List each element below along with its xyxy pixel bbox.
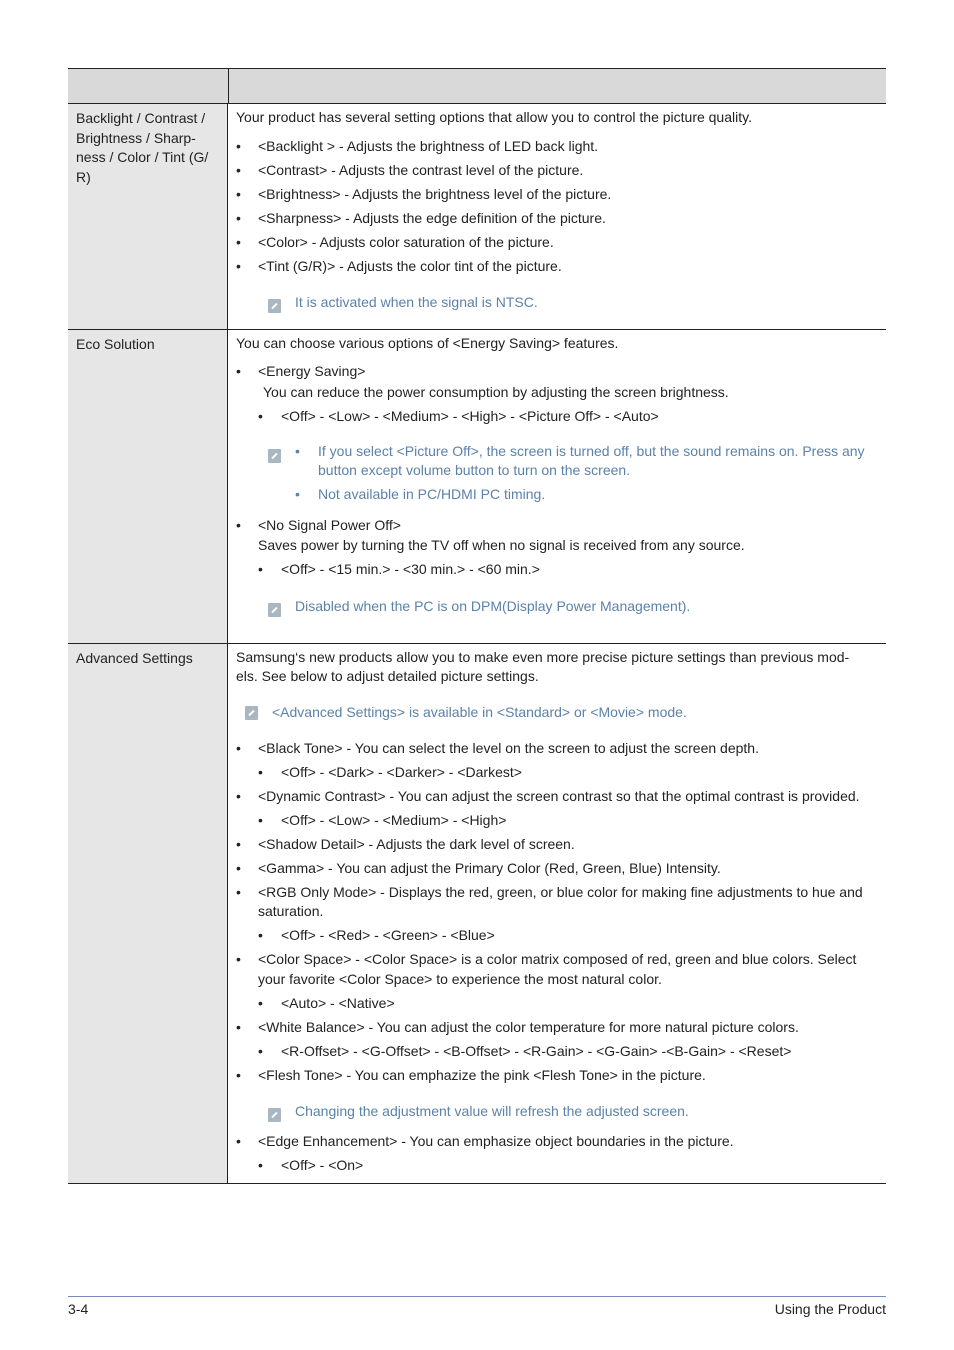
bullet: • <box>295 443 300 459</box>
list-item: <Sharpness> - Adjusts the edge definition of the picture. <box>258 210 606 226</box>
list-item: <Dynamic Contrast> - You can adjust the screen contrast so that the optimal contrast is provided. <box>258 788 860 804</box>
list-item: <Contrast> - Adjusts the contrast level of the picture. <box>258 162 584 178</box>
list-item: <RGB Only Mode> - Displays the red, green, or blue color for making fine adjustments to hue and <box>258 884 863 900</box>
row-label: Eco Solution <box>68 330 228 643</box>
bullet: • <box>236 162 241 178</box>
bullet: • <box>258 995 263 1011</box>
bullet: • <box>258 408 263 424</box>
bullet: • <box>258 927 263 943</box>
table-row <box>68 104 886 330</box>
bullet: • <box>236 1067 241 1083</box>
row-content <box>228 104 886 329</box>
list-item: <Tint (G/R)> - Adjusts the color tint of the picture. <box>258 258 562 274</box>
bullet: • <box>258 1157 263 1173</box>
note-icon <box>268 449 281 463</box>
list-item: <White Balance> - You can adjust the color temperature for more natural picture colors. <box>258 1019 799 1035</box>
list-item: <Backlight > - Adjusts the brightness of LED back light. <box>258 138 599 154</box>
bullet: • <box>236 138 241 154</box>
note-text: Not available in PC/HDMI PC timing. <box>318 486 546 502</box>
bullet: • <box>236 788 241 804</box>
intro-text: Samsung‘s new products allow you to make even more precise picture settings than previous mod- <box>236 649 850 665</box>
bullet: • <box>236 740 241 756</box>
note-text: Disabled when the PC is on DPM(Display Power Management). <box>295 598 691 614</box>
note-text: It is activated when the signal is NTSC. <box>295 294 538 310</box>
options-text: <Off> - <Red> - <Green> - <Blue> <box>281 927 495 943</box>
list-item: <Brightness> - Adjusts the brightness level of the picture. <box>258 186 612 202</box>
list-item-desc: Saves power by turning the TV off when no signal is received from any source. <box>258 537 745 553</box>
bullet: • <box>236 1133 241 1149</box>
list-item: <Color Space> - <Color Space> is a color matrix composed of red, green and blue colors. Select <box>258 951 857 967</box>
intro-text: You can choose various options of <Energy Saving> features. <box>236 335 619 351</box>
list-item: <Edge Enhancement> - You can emphasize object boundaries in the picture. <box>258 1133 734 1149</box>
bullet: • <box>258 764 263 780</box>
list-item: <No Signal Power Off> <box>258 517 401 533</box>
bullet: • <box>236 186 241 202</box>
bullet: • <box>236 884 241 900</box>
row-label: Backlight / Contrast / Brightness / Sharp- ness / Color / Tint (G/ R) <box>68 104 228 329</box>
note-icon <box>268 603 281 617</box>
list-item: <Gamma> - You can adjust the Primary Color (Red, Green, Blue) Intensity. <box>258 860 721 876</box>
header-cell-1 <box>68 69 229 103</box>
intro-text: Your product has several setting options that allow you to control the picture quality. <box>236 109 752 125</box>
table-header <box>68 68 886 104</box>
list-item: <Shadow Detail> - Adjusts the dark level of screen. <box>258 836 575 852</box>
table-row <box>68 330 886 644</box>
options-text: <Off> - <Low> - <Medium> - <High> <box>281 812 507 828</box>
settings-table <box>68 68 886 1184</box>
list-item: <Flesh Tone> - You can emphazize the pink <Flesh Tone> in the picture. <box>258 1067 706 1083</box>
note-icon <box>268 299 281 313</box>
bullet: • <box>236 258 241 274</box>
row-content <box>228 330 886 643</box>
table-row <box>68 644 886 1184</box>
bullet: • <box>258 812 263 828</box>
row-content <box>228 644 886 1183</box>
bullet: • <box>295 486 300 502</box>
bullet: • <box>236 951 241 967</box>
list-item: your favorite <Color Space> to experience the most natural color. <box>258 971 662 987</box>
bullet: • <box>236 363 241 379</box>
bullet: • <box>236 1019 241 1035</box>
bullet: • <box>236 210 241 226</box>
options-text: <Off> - <On> <box>281 1157 364 1173</box>
list-item: saturation. <box>258 903 324 919</box>
options-text: <Auto> - <Native> <box>281 995 395 1011</box>
bullet: • <box>258 561 263 577</box>
bullet: • <box>236 836 241 852</box>
list-item: <Color> - Adjusts color saturation of the picture. <box>258 234 554 250</box>
list-item: <Energy Saving> <box>258 363 366 379</box>
footer-divider <box>68 1296 886 1297</box>
row-label: Advanced Settings <box>68 644 228 1183</box>
bullet: • <box>236 234 241 250</box>
bullet: • <box>236 517 241 533</box>
note-text: <Advanced Settings> is available in <Standard> or <Movie> mode. <box>272 704 687 720</box>
list-item-desc: You can reduce the power consumption by adjusting the screen brightness. <box>263 384 729 400</box>
page-number: 3-4 <box>68 1301 89 1317</box>
options-text: <Off> - <15 min.> - <30 min.> - <60 min.> <box>281 561 540 577</box>
list-item: <Black Tone> - You can select the level on the screen to adjust the screen depth. <box>258 740 759 756</box>
options-text: <Off> - <Low> - <Medium> - <High> - <Picture Off> - <Auto> <box>281 408 659 424</box>
options-text: <R-Offset> - <G-Offset> - <B-Offset> - <R-Gain> - <G-Gain> -<B-Gain> - <Reset> <box>281 1043 792 1059</box>
bullet: • <box>236 860 241 876</box>
note-text: Changing the adjustment value will refresh the adjusted screen. <box>295 1103 689 1119</box>
options-text: <Off> - <Dark> - <Darker> - <Darkest> <box>281 764 522 780</box>
intro-text: els. See below to adjust detailed picture settings. <box>236 668 539 684</box>
note-text: button except volume button to turn on the screen. <box>318 462 631 478</box>
note-text: If you select <Picture Off>, the screen is turned off, but the sound remains on. Press any <box>318 443 865 459</box>
note-icon <box>245 706 258 720</box>
bullet: • <box>258 1043 263 1059</box>
note-icon <box>268 1108 281 1122</box>
section-title: Using the Product <box>774 1301 886 1317</box>
